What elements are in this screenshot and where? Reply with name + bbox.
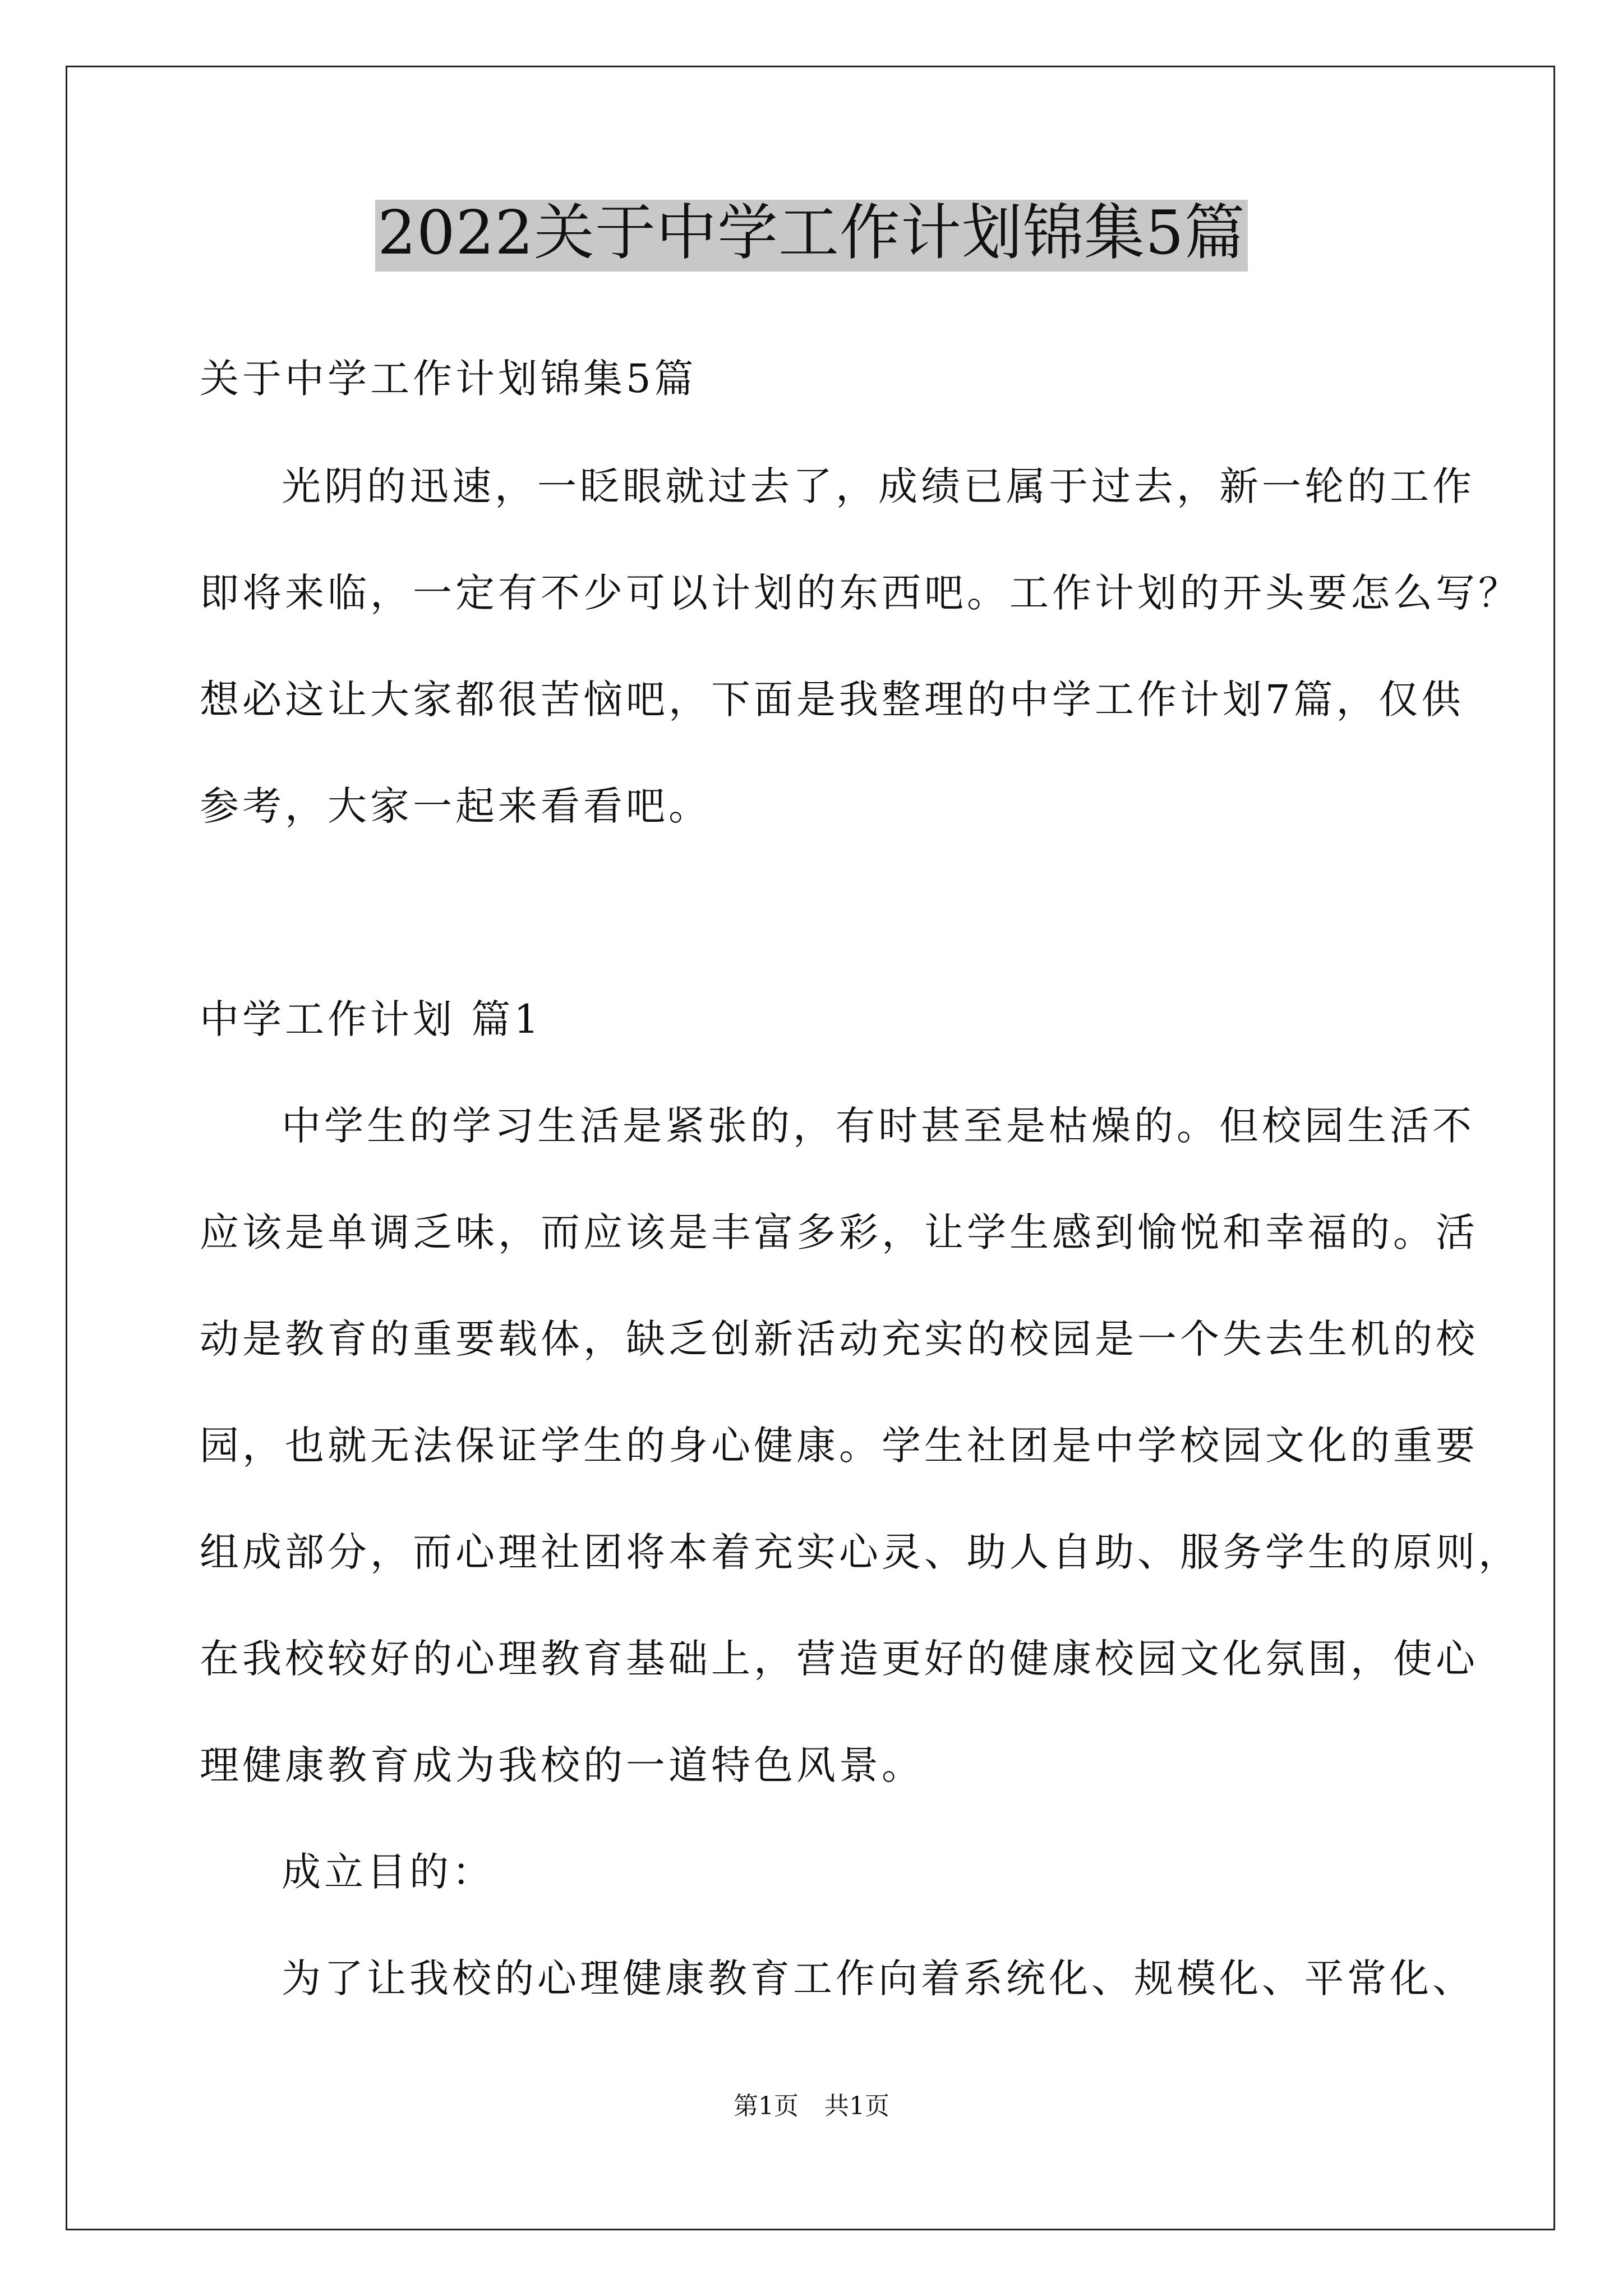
section-line-5: 组成部分，而心理社团将本着充实心灵、助人自助、服务学生的原则， — [200, 1529, 1521, 1575]
page-total: 共1页 — [824, 2092, 889, 2120]
section-line-3: 动是教育的重要载体，缺乏创新活动充实的校园是一个失去生机的校 — [200, 1316, 1478, 1362]
document-subtitle: 关于中学工作计划锦集5篇 — [200, 356, 697, 402]
section-heading: 中学工作计划 篇1 — [200, 996, 542, 1042]
section-line-6: 在我校较好的心理教育基础上，营造更好的健康校园文化氛围，使心 — [200, 1636, 1478, 1682]
purpose-heading: 成立目的： — [282, 1849, 495, 1895]
document-title — [0, 200, 1623, 272]
section-line-4: 园，也就无法保证学生的身心健康。学生社团是中学校园文化的重要 — [200, 1423, 1478, 1469]
section-line-2: 应该是单调乏味，而应该是丰富多彩，让学生感到愉悦和幸福的。活 — [200, 1209, 1478, 1255]
section-line-1: 中学生的学习生活是紧张的，有时甚至是枯燥的。但校园生活不 — [282, 1103, 1475, 1149]
purpose-line: 为了让我校的心理健康教育工作向着系统化、规模化、平常化、 — [282, 1955, 1475, 2001]
intro-line-4: 参考，大家一起来看看吧。 — [200, 783, 711, 829]
section-line-7: 理健康教育成为我校的一道特色风景。 — [200, 1742, 924, 1788]
intro-line-3: 想必这让大家都很苦恼吧，下面是我整理的中学工作计划7篇，仅供 — [200, 677, 1464, 723]
intro-line-2: 即将来临，一定有不少可以计划的东西吧。工作计划的开头要怎么写？ — [200, 570, 1521, 616]
document-title-text: 2022关于中学工作计划锦集5篇 — [375, 200, 1248, 272]
page-footer — [0, 2094, 1623, 2119]
page-number: 第1页 — [734, 2092, 799, 2120]
intro-line-1: 光阴的迅速，一眨眼就过去了，成绩已属于过去，新一轮的工作 — [282, 463, 1475, 509]
